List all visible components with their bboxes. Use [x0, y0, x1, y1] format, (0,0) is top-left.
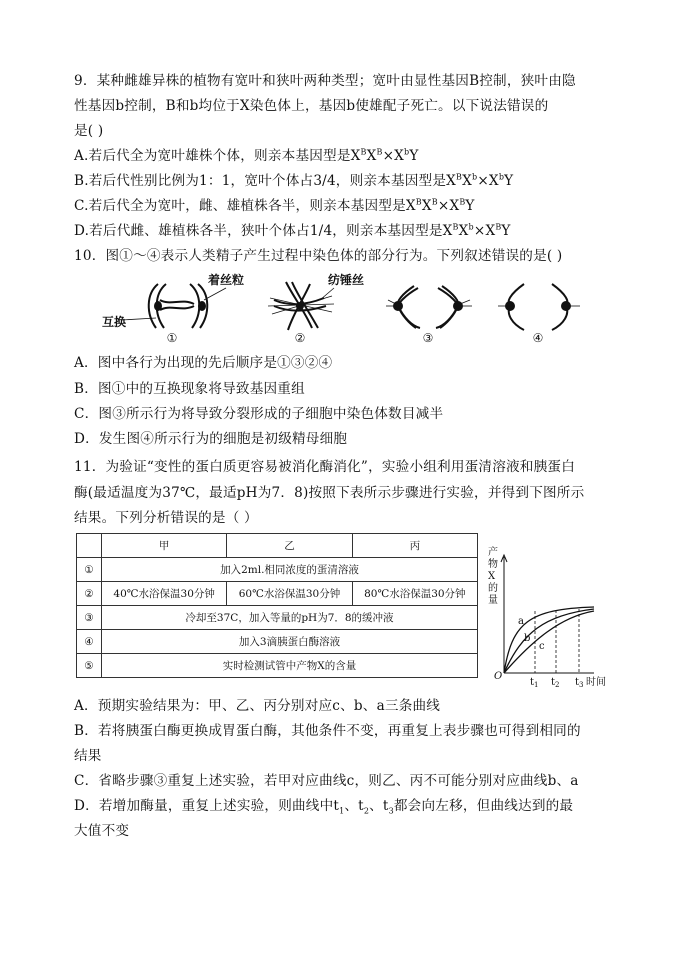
- panel-1-crossover: [149, 284, 208, 328]
- step-number: ②: [77, 582, 102, 606]
- header-jia: 甲: [102, 534, 227, 558]
- panel-label-4: ④: [532, 331, 544, 345]
- step-number: ①: [77, 558, 102, 582]
- step-cell: 加入2ml.相同浓度的蛋清溶液: [102, 558, 478, 582]
- q11-option-d: D．若增加酶量，重复上述实验，则曲线中$t_1$、$t_2$、$t_3$都会向左移，但曲线达到的最: [74, 798, 574, 816]
- step-number: ④: [77, 630, 102, 654]
- panel-4-anaphase-ii: [506, 284, 570, 330]
- step-cell: 80℃水浴保温30分钟: [352, 582, 477, 606]
- q11-option-c: C．省略步骤③重复上述实验，若甲对应曲线c，则乙、丙不可能分别对应曲线b、a: [74, 773, 579, 789]
- curve-c-label: c: [539, 641, 545, 652]
- q11-option-b-cont: 结果: [74, 748, 102, 764]
- step-cell: 冷却至37C，加入等量的pH为7．8的缓冲液: [102, 606, 478, 630]
- table-row: [77, 654, 478, 678]
- q11-experiment-table: [76, 533, 478, 678]
- origin-label: O: [494, 671, 503, 682]
- tick-t1: $t_1$: [530, 677, 539, 689]
- label-exchange: 互换: [102, 315, 127, 329]
- q11-stem-line2: 酶(最适温度为37℃，最适pH为7．8)按照下表所示步骤进行实验，并得到下图所示: [74, 485, 585, 501]
- tick-t3: $t_3$: [575, 677, 584, 689]
- panel-3-anaphase: [394, 286, 462, 328]
- q9-option-c: C.若后代全为宽叶，雌、雄植株各半，则亲本基因型是$X^BX^B\times X^BY$: [74, 197, 475, 214]
- q10-option-a: A．图中各行为出现的先后顺序是①③②④: [74, 355, 333, 371]
- curve-a-label: a: [518, 616, 524, 627]
- header-bing: 丙: [352, 534, 477, 558]
- q9-stem-line3: 是( ): [74, 123, 104, 139]
- y-label-char: 产: [488, 547, 498, 558]
- label-centromere: 着丝粒: [208, 273, 245, 287]
- table-row: [77, 558, 478, 582]
- panel-label-2: ②: [294, 331, 306, 345]
- q9-option-a: A.若后代全为宽叶雄株个体，则亲本基因型是$X^BX^B\times X^bY$: [74, 147, 419, 164]
- q10-chromosome-figure: [98, 270, 598, 346]
- curve-b-label: b: [524, 633, 531, 644]
- table-row: [77, 630, 478, 654]
- q9-stem-line2: 性基因b控制，B和b均位于X染色体上，基因b使雄配子死亡。以下说法错误的: [74, 98, 549, 114]
- header-yi: 乙: [227, 534, 352, 558]
- table-corner-cell: [77, 534, 102, 558]
- q9-stem-line1: 9．某种雌雄异株的植物有宽叶和狭叶两种类型；宽叶由显性基因B控制，狭叶由隐: [74, 73, 576, 89]
- q10-stem: 10．图①～④表示人类精子产生过程中染色体的部分行为。下列叙述错误的是( ): [74, 248, 563, 264]
- label-spindle: 纺锤丝: [328, 273, 365, 287]
- table-row: [77, 582, 478, 606]
- q11-product-graph: [482, 545, 612, 690]
- y-label-char: 物: [488, 559, 498, 570]
- step-number: ③: [77, 606, 102, 630]
- q11-option-a: A．预期实验结果为：甲、乙、丙分别对应c、b、a三条曲线: [74, 698, 441, 714]
- q11-option-d-cont: 大值不变: [74, 823, 130, 839]
- step-cell: 40℃水浴保温30分钟: [102, 582, 227, 606]
- panel-label-1: ①: [166, 331, 178, 345]
- y-axis-label: [488, 545, 498, 606]
- q11-stem-line1: 11．为验证“变性的蛋白质更容易被消化酶消化”，实验小组利用蛋清溶液和胰蛋白: [74, 459, 575, 475]
- q10-option-d: D．发生图④所示行为的细胞是初级精母细胞: [74, 431, 348, 447]
- y-label-char: 量: [488, 595, 498, 606]
- step-cell: 实时检测试管中产物X的含量: [102, 654, 478, 678]
- panel-label-3: ③: [422, 331, 434, 345]
- q9-option-d: D.若后代雌、雄植株各半，狭叶个体占1/4，则亲本基因型是$X^BX^b\times X^BY$: [74, 222, 511, 239]
- step-cell: 60℃水浴保温30分钟: [227, 582, 352, 606]
- q9-option-b: B.若后代性别比例为1：1，宽叶个体占3/4，则亲本基因型是$X^BX^b\times X^bY$: [74, 172, 514, 189]
- q11-stem-line3: 结果。下列分析错误的是（ ）: [74, 510, 258, 526]
- step-number: ⑤: [77, 654, 102, 678]
- q11-option-b: B．若将胰蛋白酶更换成胃蛋白酶，其他条件不变，再重复上表步骤也可得到相同的: [74, 723, 581, 739]
- y-label-char: X: [488, 571, 496, 582]
- y-label-char: 的: [488, 583, 498, 594]
- q10-option-b: B．图①中的互换现象将导致基因重组: [74, 381, 305, 397]
- table-row: [77, 606, 478, 630]
- step-cell: 加入3滴胰蛋白酶溶液: [102, 630, 478, 654]
- tick-t2: $t_2$: [551, 677, 560, 689]
- q10-option-c: C．图③所示行为将导致分裂形成的子细胞中染色体数目减半: [74, 406, 444, 422]
- table-header-row: [77, 534, 478, 558]
- x-axis-label: 时间: [586, 677, 606, 688]
